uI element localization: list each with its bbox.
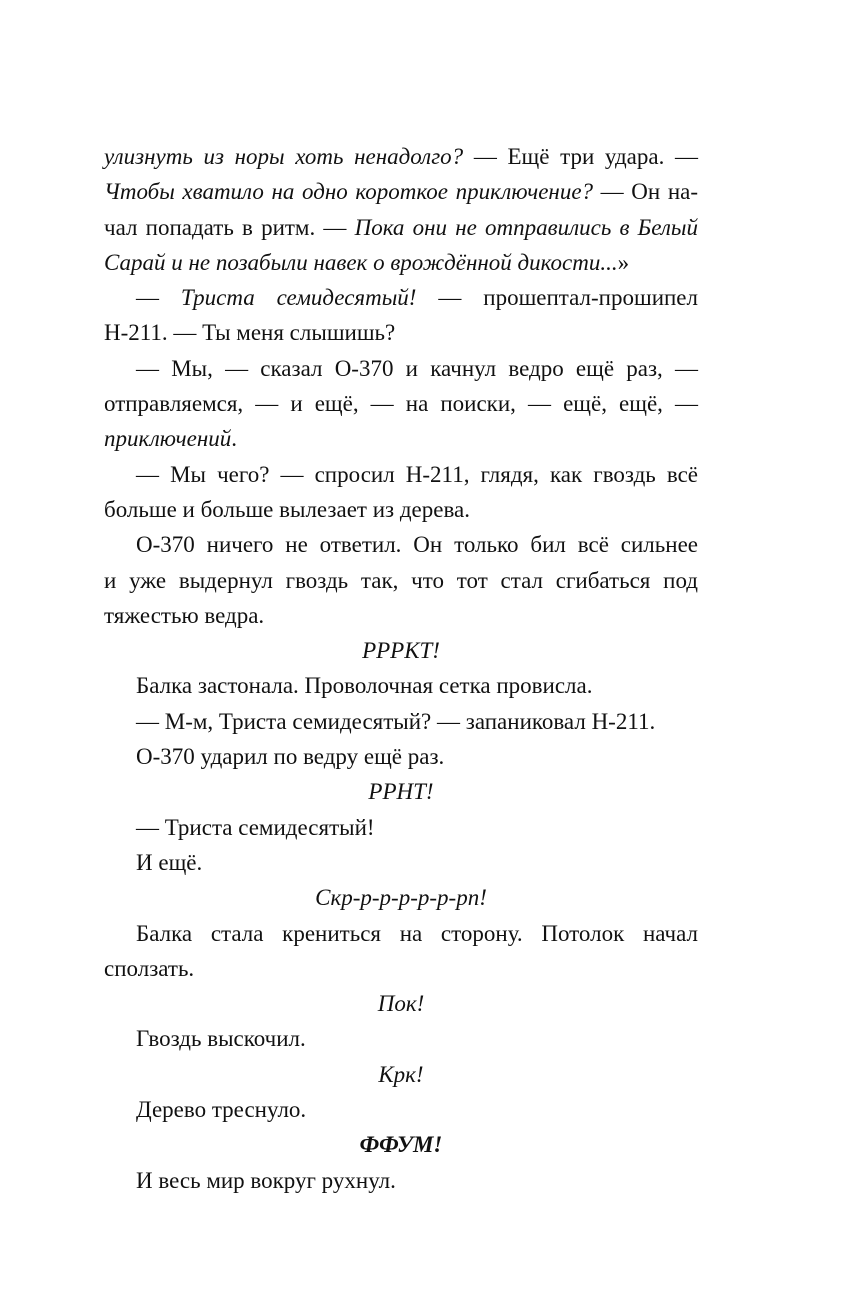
italic-text: Скр-р-р-р-р-р-рп! <box>315 885 487 911</box>
text-line <box>104 881 698 914</box>
text-run: Гвоздь выскочил. <box>136 1026 306 1052</box>
text-line <box>104 316 698 349</box>
text-line <box>104 599 698 632</box>
italic-text: Крк! <box>378 1061 424 1087</box>
text-run: отправляемся, — и ещё, — на поиски, — ещё, ещё, — <box>104 391 698 417</box>
text-line <box>104 669 698 702</box>
text-run: сползать. <box>104 955 195 981</box>
text-line <box>104 175 698 208</box>
text-line <box>104 387 698 420</box>
italic-text: Пока они не отправились в Белый <box>354 214 698 240</box>
text-run: — Триста семидесятый! <box>136 814 375 840</box>
italic-text: приключений <box>104 426 232 452</box>
text-line <box>104 987 698 1020</box>
text-run: Н-211. — Ты меня слышишь? <box>104 320 396 346</box>
text-run: — Ещё три удара. — <box>463 144 698 169</box>
text-line <box>104 740 698 773</box>
text-run: И ещё. <box>136 849 203 875</box>
italic-text: ФФУМ! <box>359 1132 443 1158</box>
italic-text: РРНТ! <box>368 779 434 805</box>
text-run: — <box>136 285 181 311</box>
text-line <box>104 211 698 244</box>
italic-text: улизнуть из норы хоть ненадолго? <box>104 144 464 169</box>
book-page-text <box>104 140 698 1197</box>
text-run: Балка стала крениться на сторону. Потолок начал <box>136 920 698 946</box>
text-run: и уже выдернул гвоздь так, что тот стал сгибаться под <box>104 567 698 593</box>
text-run: . <box>231 426 238 452</box>
text-line <box>104 1128 698 1161</box>
italic-text: РРРКТ! <box>362 638 440 664</box>
text-line <box>104 281 698 314</box>
text-line <box>104 1022 698 1055</box>
text-line <box>104 458 698 491</box>
text-run: больше и больше вылезает из дерева. <box>104 496 470 522</box>
text-run: тяжестью ведра. <box>104 602 265 628</box>
text-run: И весь мир вокруг рухнул. <box>136 1167 396 1193</box>
text-run: — прошептал-прошипел <box>416 285 698 311</box>
text-line <box>104 846 698 879</box>
text-run: — М-м, Триста семидесятый? — запаниковал Н-211. <box>136 708 656 734</box>
text-run: Балка застонала. Проволочная сетка провисла. <box>136 673 593 699</box>
text-line <box>104 917 698 950</box>
text-line <box>104 564 698 597</box>
text-line <box>104 493 698 526</box>
text-line <box>104 1093 698 1126</box>
text-line <box>104 811 698 844</box>
text-run: — Мы чего? — спросил Н-211, глядя, как гвоздь всё <box>136 461 698 487</box>
text-run: — Он на- <box>593 179 698 205</box>
italic-text: Триста семидесятый! <box>180 285 417 311</box>
italic-text: Пок! <box>377 991 425 1017</box>
text-run: Дерево треснуло. <box>136 1097 307 1123</box>
text-run: чал попадать в ритм. — <box>104 214 355 240</box>
text-run: О-370 ударил по ведру ещё раз. <box>136 744 445 770</box>
text-line <box>104 246 698 279</box>
text-line <box>104 952 698 985</box>
text-line <box>104 352 698 385</box>
text-line <box>104 1164 698 1197</box>
text-line <box>104 528 698 561</box>
text-run: » <box>617 249 630 275</box>
text-line <box>104 705 698 738</box>
text-line <box>104 422 698 455</box>
text-line <box>104 1058 698 1091</box>
text-line <box>104 775 698 808</box>
italic-text: Чтобы хватило на одно короткое приключение? <box>104 179 594 205</box>
text-line <box>104 634 698 667</box>
italic-text: Сарай и не позабыли навек о врождённой дикости... <box>104 249 618 275</box>
text-line <box>104 140 698 173</box>
text-run: — Мы, — сказал О-370 и качнул ведро ещё раз, — <box>136 355 698 381</box>
text-run: О-370 ничего не ответил. Он только бил всё сильнее <box>136 532 698 558</box>
